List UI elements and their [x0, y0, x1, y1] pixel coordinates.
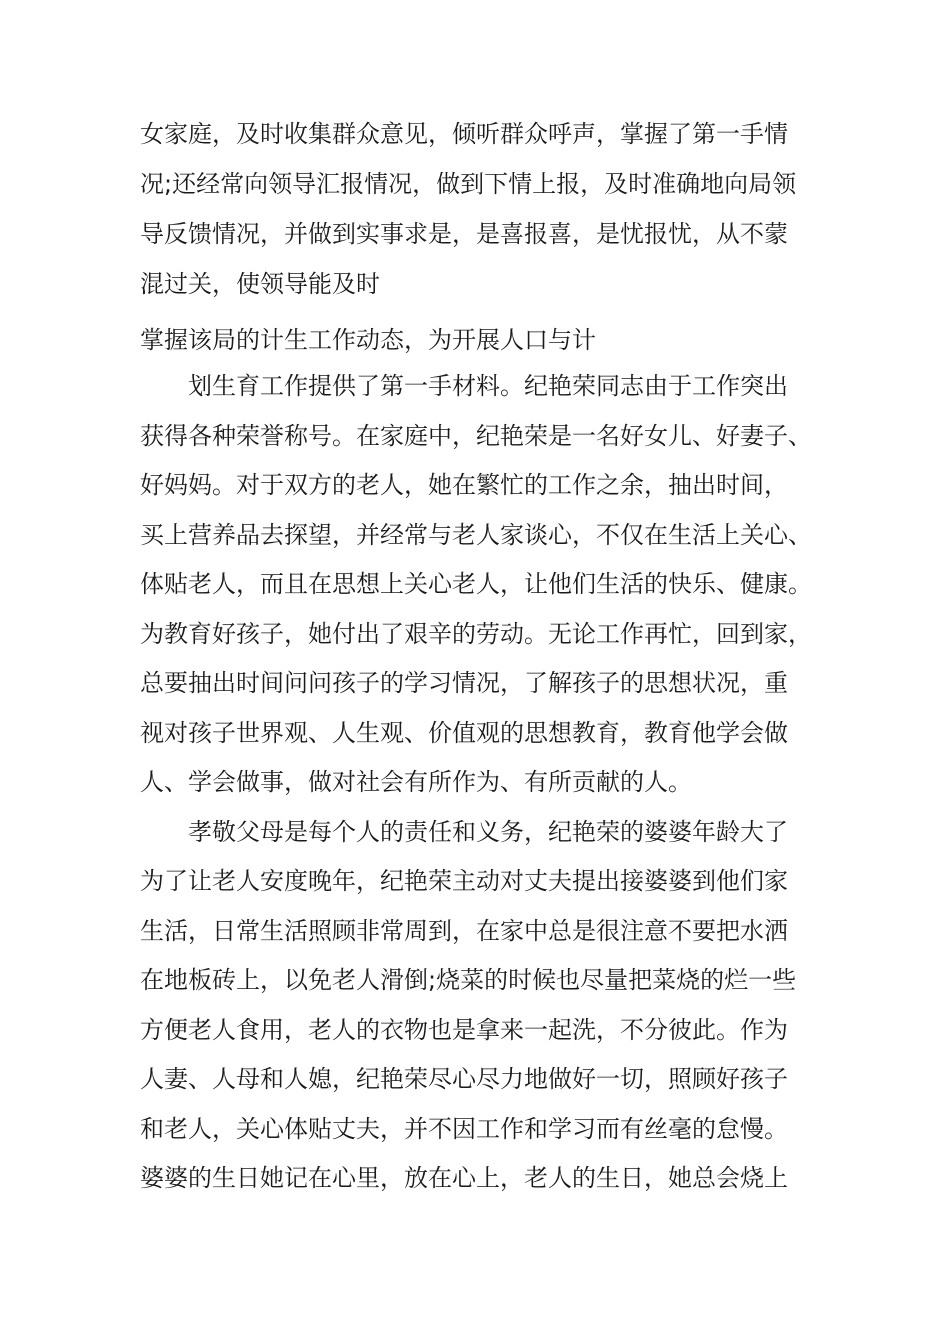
text-line: 为教育好孩子，她付出了艰辛的劳动。无论工作再忙，回到家，: [140, 620, 812, 648]
text-line: 在地板砖上，以免老人滑倒;烧菜的时候也尽量把菜烧的烂一些: [140, 966, 797, 994]
text-line: 掌握该局的计生工作动态，为开展人口与计: [140, 326, 596, 354]
text-line: 买上营养品去探望，并经常与老人家谈心，不仅在生活上关心、: [140, 521, 812, 549]
text-line: 混过关，使领导能及时: [140, 270, 380, 298]
text-line: 人妻、人母和人媳，纪艳荣尽心尽力地做好一切，照顾好孩子: [140, 1065, 788, 1093]
paragraph-first-line: 划生育工作提供了第一手材料。纪艳荣同志由于工作突出: [188, 372, 788, 400]
text-line: 获得各种荣誉称号。在家庭中，纪艳荣是一名好女儿、好妻子、: [140, 422, 812, 450]
text-line: 导反馈情况，并做到实事求是，是喜报喜，是忧报忧，从不蒙: [140, 220, 788, 248]
text-line: 人、学会做事，做对社会有所作为、有所贡献的人。: [140, 768, 692, 796]
paragraph-first-line: 孝敬父母是每个人的责任和义务，纪艳荣的婆婆年龄大了: [188, 818, 788, 846]
text-line: 为了让老人安度晚年，纪艳荣主动对丈夫提出接婆婆到他们家: [140, 867, 788, 895]
text-line: 好妈妈。对于双方的老人，她在繁忙的工作之余，抽出时间，: [140, 471, 788, 499]
text-line: 况;还经常向领导汇报情况，做到下情上报，及时准确地向局领: [140, 170, 797, 198]
text-line: 方便老人食用，老人的衣物也是拿来一起洗，不分彼此。作为: [140, 1016, 788, 1044]
text-line: 婆婆的生日她记在心里，放在心上，老人的生日，她总会烧上: [140, 1164, 788, 1192]
text-line: 视对孩子世界观、人生观、价值观的思想教育，教育他学会做: [140, 719, 788, 747]
text-line: 生活，日常生活照顾非常周到，在家中总是很注意不要把水洒: [140, 917, 788, 945]
text-line: 女家庭，及时收集群众意见，倾听群众呼声，掌握了第一手情: [140, 120, 788, 148]
text-line: 和老人，关心体贴丈夫，并不因工作和学习而有丝毫的怠慢。: [140, 1115, 788, 1143]
text-line: 体贴老人，而且在思想上关心老人，让他们生活的快乐、健康。: [140, 570, 812, 598]
text-line: 总要抽出时间问问孩子的学习情况，了解孩子的思想状况，重: [140, 669, 788, 697]
